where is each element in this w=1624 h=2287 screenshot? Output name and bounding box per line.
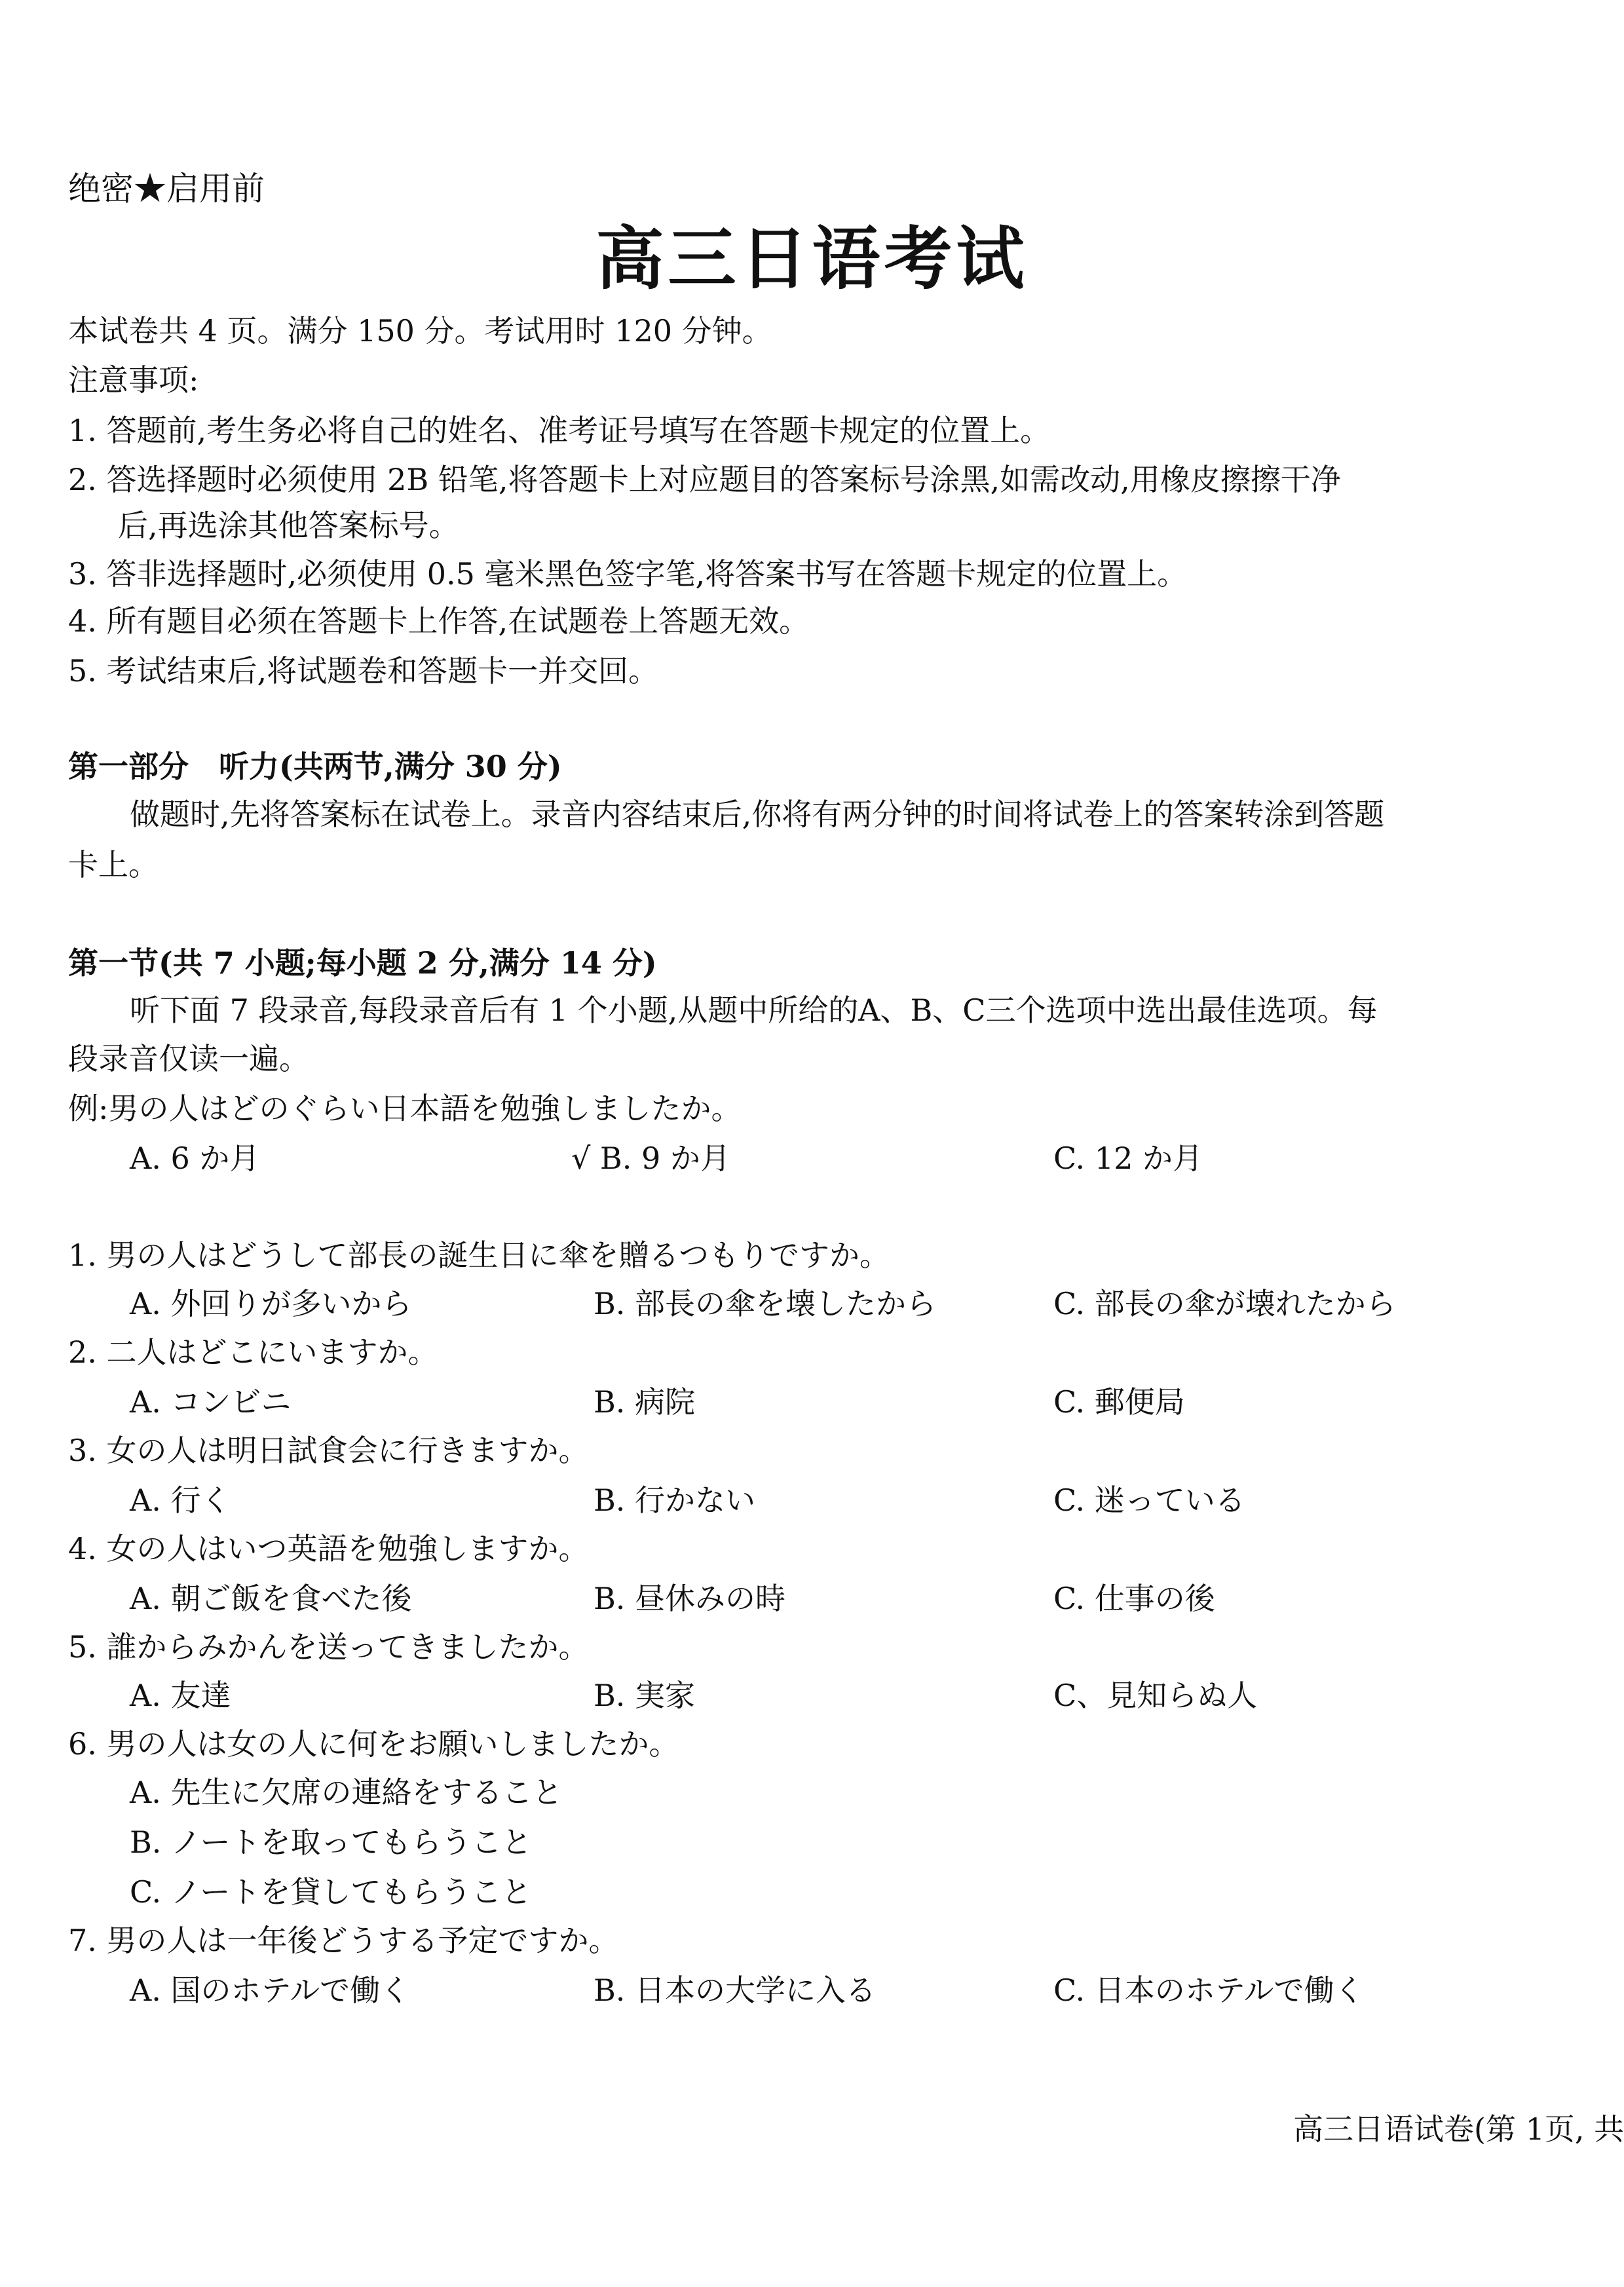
question-3-option-b: B. 行かない bbox=[594, 1483, 756, 1518]
question-3-option-a: A. 行く bbox=[130, 1483, 231, 1518]
question-6-option-b: B. ノートを取ってもらうこと bbox=[130, 1824, 532, 1860]
question-1: 1. 男の人はどうして部長の誕生日に傘を贈るつもりですか。 bbox=[68, 1238, 890, 1273]
question-1-option-c: C. 部長の傘が壊れたから bbox=[1053, 1286, 1396, 1321]
question-4-option-a: A. 朝ご飯を食べた後 bbox=[130, 1581, 412, 1616]
notice-item: 5. 考试结束后,将试题卷和答题卡一并交回。 bbox=[68, 653, 659, 689]
question-5-option-b: B. 実家 bbox=[594, 1678, 696, 1713]
question-4-option-c: C. 仕事の後 bbox=[1053, 1581, 1215, 1616]
question-6: 6. 男の人は女の人に何をお願いしましたか。 bbox=[68, 1726, 679, 1762]
notice-item: 4. 所有题目必须在答题卡上作答,在试题卷上答题无效。 bbox=[68, 603, 810, 639]
part1-description-continued: 卡上。 bbox=[68, 847, 159, 882]
example-option-b-answer: √ B. 9 か月 bbox=[571, 1141, 730, 1176]
question-5-option-a: A. 友達 bbox=[130, 1678, 231, 1713]
question-7-option-c: C. 日本のホテルで働く bbox=[1053, 1973, 1365, 2008]
notice-heading: 注意事项: bbox=[68, 362, 199, 398]
part1-heading: 第一部分 听力(共两节,满分 30 分) bbox=[68, 749, 562, 784]
section1-heading: 第一节(共 7 小题;每小题 2 分,满分 14 分) bbox=[68, 945, 657, 981]
question-2: 2. 二人はどこにいますか。 bbox=[68, 1334, 438, 1370]
example-question: 例:男の人はどのぐらい日本語を勉強しましたか。 bbox=[68, 1091, 742, 1126]
question-7: 7. 男の人は一年後どうする予定ですか。 bbox=[68, 1923, 619, 1958]
confidential-label: 绝密★启用前 bbox=[68, 170, 265, 208]
question-2-option-a: A. コンビニ bbox=[130, 1384, 292, 1420]
question-7-option-b: B. 日本の大学に入る bbox=[594, 1973, 877, 2008]
question-4: 4. 女の人はいつ英語を勉強しますか。 bbox=[68, 1531, 589, 1566]
example-option-a: A. 6 か月 bbox=[130, 1141, 260, 1176]
notice-item-continued: 后,再选涂其他答案标号。 bbox=[118, 508, 459, 543]
example-option-c: C. 12 か月 bbox=[1053, 1141, 1203, 1176]
question-3: 3. 女の人は明日試食会に行きますか。 bbox=[68, 1433, 589, 1468]
question-3-option-c: C. 迷っている bbox=[1053, 1483, 1245, 1518]
question-6-option-c: C. ノートを貸してもらうこと bbox=[130, 1874, 532, 1910]
question-2-option-b: B. 病院 bbox=[594, 1384, 696, 1420]
question-5: 5. 誰からみかんを送ってきましたか。 bbox=[68, 1629, 589, 1665]
part1-description: 做题时,先将答案标在试卷上。录音内容结束后,你将有两分钟的时间将试卷上的答案转涂到答题 bbox=[130, 797, 1385, 832]
notice-item: 1. 答题前,考生务必将自己的姓名、准考证号填写在答题卡规定的位置上。 bbox=[68, 413, 1051, 448]
section1-description-continued: 段录音仅读一遍。 bbox=[68, 1041, 309, 1076]
section1-description: 听下面 7 段录音,每段录音后有 1 个小题,从题中所给的A、B、C三个选项中选出最佳选项。每 bbox=[130, 992, 1378, 1028]
notice-item: 3. 答非选择题时,必须使用 0.5 毫米黑色签字笔,将答案书写在答题卡规定的位置上。 bbox=[68, 556, 1188, 592]
question-1-option-a: A. 外回りが多いから bbox=[130, 1286, 412, 1321]
question-5-option-c: C、見知らぬ人 bbox=[1053, 1678, 1258, 1713]
question-6-option-a: A. 先生に欠席の連絡をすること bbox=[130, 1775, 563, 1810]
page-footer: 高三日语试卷(第 1页, 共 bbox=[1293, 2111, 1624, 2147]
intro-text: 本试卷共 4 页。满分 150 分。考试用时 120 分钟。 bbox=[68, 313, 772, 349]
question-4-option-b: B. 昼休みの時 bbox=[594, 1581, 786, 1616]
page-title: 高三日语考试 bbox=[595, 218, 1029, 299]
question-7-option-a: A. 国のホテルで働く bbox=[130, 1973, 411, 2008]
question-2-option-c: C. 郵便局 bbox=[1053, 1384, 1185, 1420]
question-1-option-b: B. 部長の傘を壊したから bbox=[594, 1286, 937, 1321]
notice-item: 2. 答选择题时必须使用 2B 铅笔,将答题卡上对应题目的答案标号涂黑,如需改动,用橡皮擦擦干净 bbox=[68, 462, 1341, 497]
